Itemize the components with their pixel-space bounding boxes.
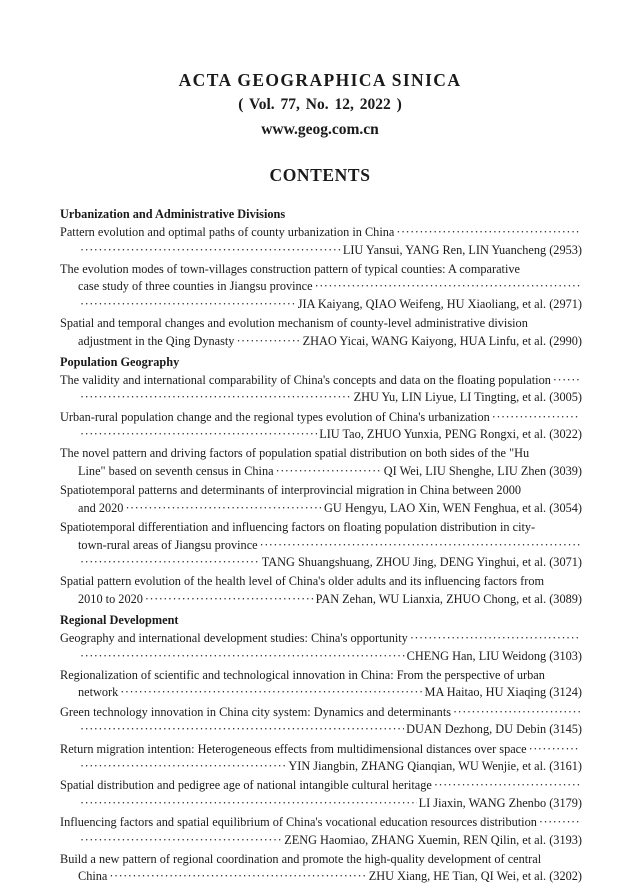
article-title-text: Green technology innovation in China city system: Dynamics and determinants <box>60 704 452 719</box>
article-title-tail: and 2020 <box>78 500 124 515</box>
article-title-tail: 2010 to 2020 <box>78 591 143 606</box>
article-title-line <box>60 519 582 537</box>
leader-dots <box>80 389 352 407</box>
leader-dots <box>315 278 580 296</box>
section-title: Urbanization and Administrative Divisions <box>60 207 286 221</box>
article-title-line <box>60 704 582 722</box>
section-title: Regional Development <box>60 613 179 628</box>
article-title-line <box>60 630 582 648</box>
authors-line <box>60 684 582 702</box>
toc-entry[interactable] <box>60 372 582 409</box>
authors-and-page: PAN Zehan, WU Lianxia, ZHUO Chong, et al. (3089) <box>315 591 582 606</box>
contents-heading: CONTENTS <box>269 165 371 185</box>
authors-line <box>60 333 582 351</box>
article-title-text: The validity and international comparability of China's concepts and data on the floating population <box>60 372 551 387</box>
article-title-text: Urban-rural population change and the regional types evolution of China's urbanization <box>60 409 490 424</box>
article-title-tail: network <box>78 685 119 700</box>
article-title-text: Pattern evolution and optimal paths of county urbanization in China <box>60 225 395 239</box>
toc-entry[interactable] <box>60 851 582 888</box>
article-title-text: The novel pattern and driving factors of population spatial distribution on both sides of the "Hu <box>60 446 530 461</box>
journal-website[interactable]: www.geog.com.cn <box>261 121 379 138</box>
toc-entry[interactable] <box>60 445 582 482</box>
authors-and-page: QI Wei, LIU Shenghe, LIU Zhen (3039) <box>383 463 582 478</box>
leader-dots <box>80 758 286 776</box>
article-title-line <box>60 278 582 296</box>
authors-line <box>60 868 582 886</box>
toc-entry[interactable] <box>60 224 582 261</box>
authors-line <box>60 242 582 260</box>
article-title-text: Build a new pattern of regional coordination and promote the high-quality development of central <box>60 851 542 866</box>
article-title-text: case study of three counties in Jiangsu province <box>78 279 313 294</box>
article-title-text: town-rural areas of Jiangsu province <box>78 537 258 552</box>
article-title-text: Geography and international development studies: China's opportunity <box>60 631 408 646</box>
leader-dots <box>453 704 580 722</box>
authors-line <box>60 591 582 609</box>
leader-dots <box>80 242 341 260</box>
toc-entry[interactable] <box>60 814 582 851</box>
toc-entry[interactable] <box>60 573 582 610</box>
authors-and-page: DUAN Dezhong, DU Debin (3145) <box>406 722 582 737</box>
authors-and-page: GU Hengyu, LAO Xin, WEN Fenghua, et al. (3054) <box>324 500 582 515</box>
authors-and-page: LIU Yansui, YANG Ren, LIN Yuancheng (2953) <box>342 242 582 257</box>
leader-dots <box>492 409 580 427</box>
article-title-line <box>60 409 582 427</box>
article-title-text: Spatial and temporal changes and evolution mechanism of county-level administrative division <box>60 316 528 331</box>
article-title-line <box>60 224 582 242</box>
journal-title: ACTA GEOGRAPHICA SINICA <box>178 70 462 90</box>
article-title-line <box>60 261 582 279</box>
authors-and-page: JIA Kaiyang, QIAO Weifeng, HU Xiaoliang, et al. (2971) <box>297 296 582 311</box>
journal-volume: ( Vol. 77, No. 12, 2022 ) <box>238 96 402 113</box>
leader-dots <box>145 591 314 609</box>
article-title-text: Spatial pattern evolution of the health level of China's older adults and its influencing factors from <box>60 574 545 589</box>
article-title-text: The evolution modes of town-villages construction pattern of typical counties: A comparative <box>60 261 520 276</box>
article-title-line <box>60 482 582 500</box>
authors-line <box>60 426 582 444</box>
leader-dots <box>80 426 317 444</box>
authors-and-page: LI Jiaxin, WANG Zhenbo (3179) <box>418 795 582 810</box>
article-title-text: Return migration intention: Heterogeneous effects from multidimensional distances over space <box>60 741 527 756</box>
authors-and-page: MA Haitao, HU Xiaqing (3124) <box>424 685 582 700</box>
toc-entry[interactable] <box>60 630 582 667</box>
article-title-text: Spatial distribution and pedigree age of national intangible cultural heritage <box>60 778 432 793</box>
leader-dots <box>80 648 405 666</box>
toc-entry[interactable] <box>60 315 582 352</box>
article-title-line <box>60 741 582 759</box>
authors-and-page: ZENG Haomiao, ZHANG Xuemin, REN Qilin, et al. (3193) <box>284 832 582 847</box>
toc-entry[interactable] <box>60 777 582 814</box>
authors-and-page: CHENG Han, LIU Weidong (3103) <box>406 648 582 663</box>
toc-entry[interactable] <box>60 261 582 315</box>
leader-dots <box>276 463 382 481</box>
authors-and-page: ZHU Yu, LIN Liyue, LI Tingting, et al. (3005) <box>353 390 582 405</box>
authors-line <box>60 296 582 314</box>
authors-line <box>60 648 582 666</box>
leader-dots <box>539 814 580 832</box>
article-title-text: Regionalization of scientific and technological innovation in China: From the perspective of urban <box>60 667 545 682</box>
table-of-contents <box>60 204 582 888</box>
leader-dots <box>80 832 282 850</box>
authors-line <box>60 721 582 739</box>
authors-line <box>60 389 582 407</box>
article-title-line <box>60 315 582 333</box>
leader-dots <box>80 795 417 813</box>
authors-and-page: YIN Jiangbin, ZHANG Qianqian, WU Wenjie, et al. (3161) <box>288 759 582 774</box>
article-title-line <box>60 573 582 591</box>
article-title-line <box>60 777 582 795</box>
leader-dots <box>236 333 300 351</box>
leader-dots <box>434 777 580 795</box>
leader-dots <box>125 500 322 518</box>
article-title-tail: adjustment in the Qing Dynasty <box>78 333 235 348</box>
toc-entry[interactable] <box>60 482 582 519</box>
article-title-text: Influencing factors and spatial equilibrium of China's vocational education resources distribution <box>60 815 537 830</box>
toc-entry[interactable] <box>60 704 582 741</box>
toc-entry[interactable] <box>60 409 582 446</box>
toc-entry[interactable] <box>60 667 582 704</box>
toc-entry[interactable] <box>60 741 582 778</box>
leader-dots <box>109 868 366 886</box>
leader-dots <box>80 721 404 739</box>
authors-and-page: ZHAO Yicai, WANG Kaiyong, HUA Linfu, et al. (2990) <box>302 333 582 348</box>
toc-entry[interactable] <box>60 519 582 573</box>
article-title-line <box>60 814 582 832</box>
authors-line <box>60 463 582 481</box>
leader-dots <box>529 741 580 759</box>
article-title-line <box>60 667 582 685</box>
article-title-text: Spatiotemporal patterns and determinants of interprovincial migration in China between 2000 <box>60 483 522 498</box>
authors-line <box>60 554 582 572</box>
article-title-tail: China <box>78 869 108 884</box>
leader-dots <box>120 684 422 702</box>
article-title-tail: Line" based on seventh census in China <box>78 463 274 478</box>
article-title-line <box>60 445 582 463</box>
authors-line <box>60 758 582 776</box>
leader-dots <box>396 224 580 242</box>
authors-and-page: TANG Shuangshuang, ZHOU Jing, DENG Yinghui, et al. (3071) <box>261 555 582 570</box>
article-title-line <box>60 372 582 390</box>
leader-dots <box>410 630 580 648</box>
article-title-line <box>60 537 582 555</box>
section-title: Population Geography <box>60 354 180 369</box>
authors-line <box>60 832 582 850</box>
authors-line <box>60 795 582 813</box>
leader-dots <box>260 537 580 555</box>
leader-dots <box>553 372 580 390</box>
leader-dots <box>80 296 296 314</box>
article-title-line <box>60 851 582 869</box>
authors-line <box>60 500 582 518</box>
authors-and-page: ZHU Xiang, HE Tian, QI Wei, et al. (3202) <box>368 869 582 884</box>
authors-and-page: LIU Tao, ZHUO Yunxia, PENG Rongxi, et al. (3022) <box>319 427 582 442</box>
article-title-text: Spatiotemporal differentiation and influencing factors on floating population distribution in city- <box>60 520 536 535</box>
leader-dots <box>80 554 260 572</box>
